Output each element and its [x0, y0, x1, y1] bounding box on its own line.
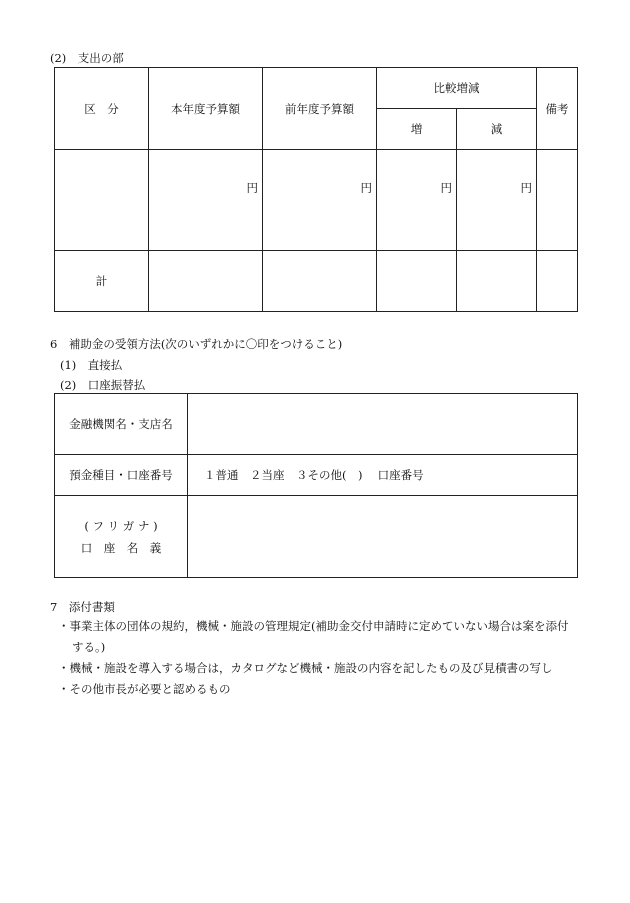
bank-label: 金融機関名・支店名 — [55, 394, 188, 455]
total-remarks-cell — [537, 251, 578, 312]
header-decrease: 減 — [457, 109, 537, 150]
account-holder-label: 口 座 名 義 — [80, 540, 162, 555]
attachment-item-1-cont: する。) — [72, 640, 106, 654]
decrease-cell: 円 — [457, 150, 537, 251]
header-previous-budget: 前年度予算額 — [263, 68, 377, 150]
table-row — [55, 150, 578, 251]
furigana-label: ( フ リ ガ ナ ) — [84, 518, 158, 533]
expenditure-table — [54, 67, 578, 312]
total-previous-cell — [263, 251, 377, 312]
expenditure-heading: (2) 支出の部 — [50, 51, 124, 65]
bank-account-table — [54, 393, 578, 578]
total-label: 計 — [55, 251, 149, 312]
remarks-cell — [537, 150, 578, 251]
account-label: 預金種目・口座番号 — [55, 455, 188, 496]
previous-budget-cell: 円 — [263, 150, 377, 251]
header-category: 区 分 — [55, 68, 149, 150]
increase-cell: 円 — [377, 150, 457, 251]
holder-label-cell — [55, 496, 188, 578]
holder-value-field[interactable] — [188, 496, 578, 578]
total-increase-cell — [377, 251, 457, 312]
header-increase: 増 — [377, 109, 457, 150]
payment-heading: 6 補助金の受領方法(次のいずれかに〇印をつけること) — [50, 337, 343, 351]
account-types[interactable]: １普通 ２当座 ３その他( ) 口座番号 — [188, 455, 578, 496]
header-comparison: 比較増減 — [377, 68, 537, 109]
attachment-item-1: ・事業主体の団体の規約，機械・施設の管理規定(補助金交付申請時に定めていない場合は案を添付 — [58, 619, 569, 633]
attachments-heading: 7 添付書類 — [50, 600, 115, 614]
category-cell — [55, 150, 149, 251]
current-budget-cell: 円 — [149, 150, 263, 251]
bank-value-field[interactable] — [188, 394, 578, 455]
total-current-cell — [149, 251, 263, 312]
total-row — [55, 251, 578, 312]
attachment-item-3: ・その他市長が必要と認めるもの — [58, 682, 231, 696]
header-current-budget: 本年度予算額 — [149, 68, 263, 150]
total-decrease-cell — [457, 251, 537, 312]
payment-option-transfer: (2) 口座振替払 — [60, 378, 146, 392]
header-remarks: 備考 — [537, 68, 578, 150]
attachment-item-2: ・機械・施設を導入する場合は，カタログなど機械・施設の内容を記したもの及び見積書の写し — [58, 661, 553, 675]
payment-option-direct: (1) 直接払 — [60, 358, 123, 372]
